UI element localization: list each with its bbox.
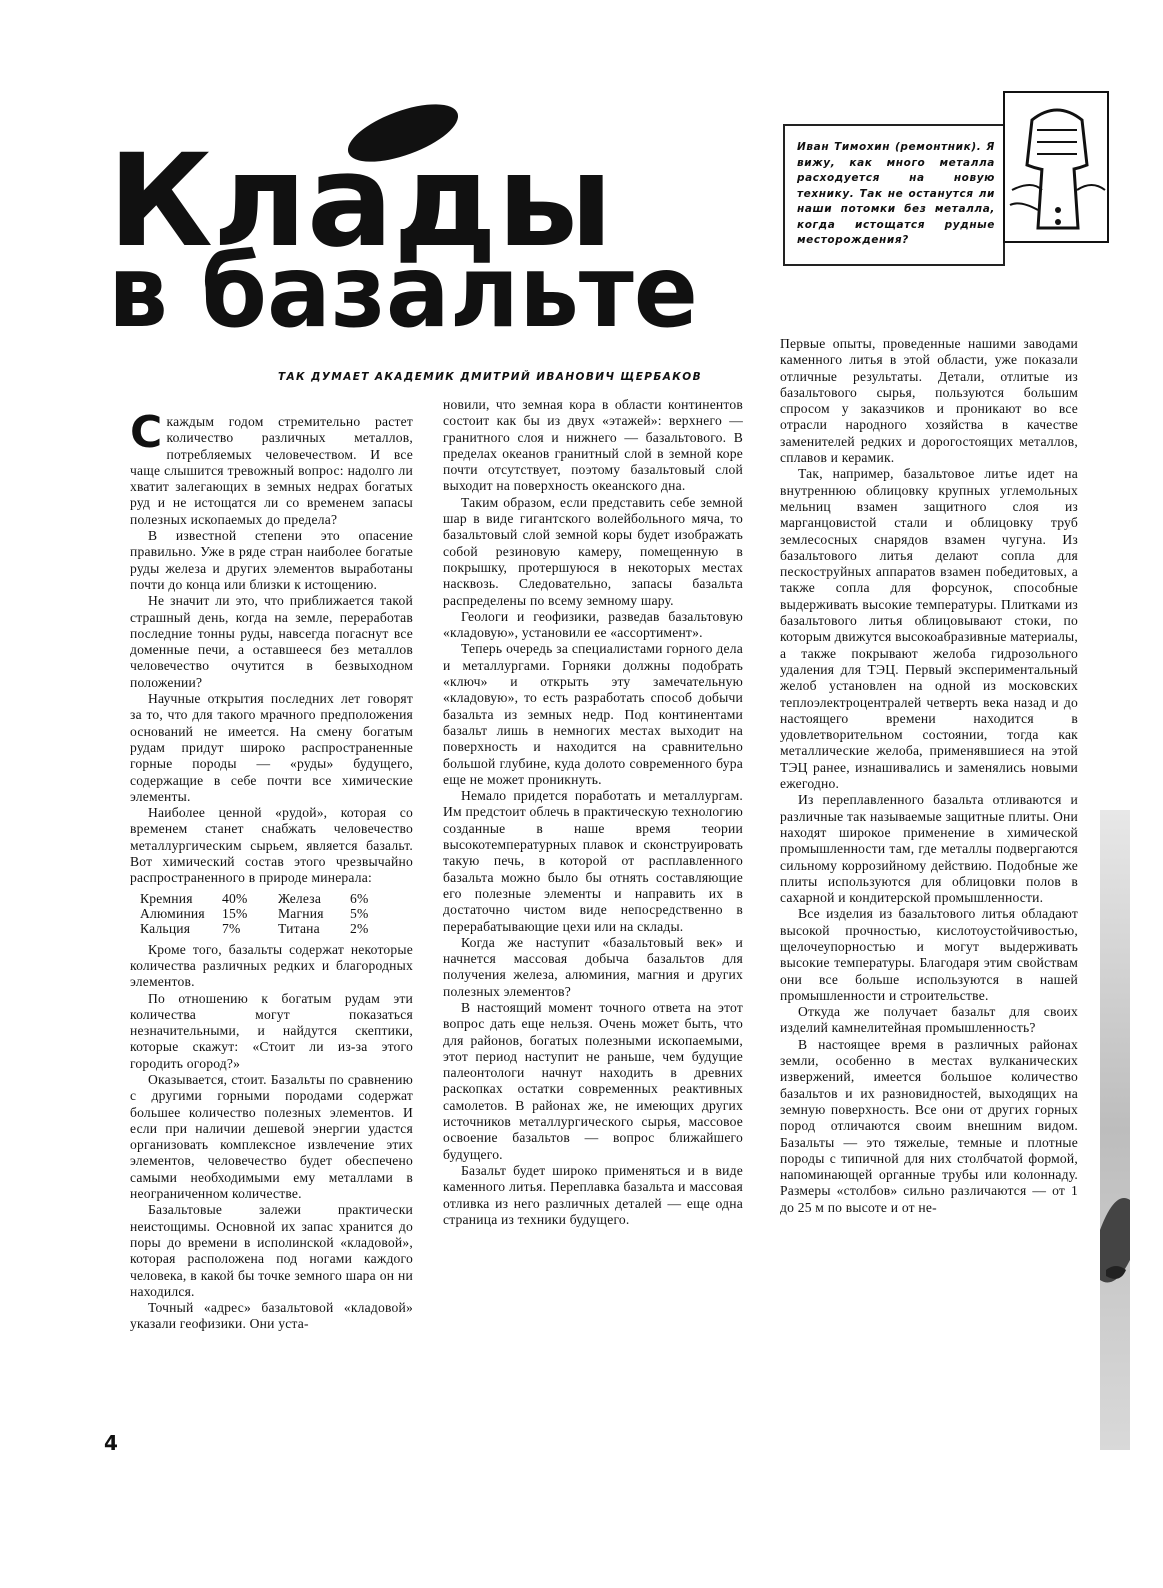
element-value: 40% bbox=[222, 890, 248, 906]
paragraph: Откуда же получает базальт для своих изделий камнелитейная промышленность? bbox=[780, 1004, 1078, 1036]
element-name: Магния bbox=[278, 905, 324, 921]
drop-cap: С bbox=[130, 407, 163, 458]
page-number: 4 bbox=[104, 1431, 118, 1455]
paragraph: Из переплавленного базальта отливаются и различные так называемые защитные плиты. Они находят широкое применение в химической промышленности там, где металлы подвергаются сильному коррозийному действию. Подобные же плиты используются для облицовки полов в сахарной и кондитерской промышленности. bbox=[780, 792, 1078, 906]
element-value: 5% bbox=[350, 905, 369, 921]
paragraph: Кроме того, базальты содержат некоторые количества различных редких и благородных элементов. bbox=[130, 941, 413, 990]
basalt-photo-strip bbox=[1070, 810, 1130, 1450]
element-name: Титана bbox=[278, 920, 320, 936]
title-line-2 bbox=[108, 238, 708, 338]
paragraph: Наиболее ценной «рудой», которая со временем станет снабжать человечество металлургическим сырьем, является базальт. Вот химический состав этого чрезвычайно распространенного в природе минерала: bbox=[130, 805, 413, 886]
paragraph bbox=[130, 407, 413, 528]
element-value: 6% bbox=[350, 890, 369, 906]
paragraph: В настоящее время в различных районах земли, особенно в местах вулканических извержений, имеется большое количество базальтов и их разновидностей, выходящих на земную поверхность. Все они от других горных пород отличаются своим внешним видом. Базальты — это тяжелые, темные и плотные породы с типичной для них столбчатой формой, напоминающей органные трубы или колоннаду. Размеры «столбов» сильно различаются — от 1 до 25 м по высоте и от не- bbox=[780, 1036, 1078, 1215]
paragraph: Все изделия из базальтового литья обладают высокой прочностью, кислотоустойчивостью, щелочеупорностью и могут выдерживать высокие температуры. Благодаря этим свойствам они все больше используются в нашей промышленности и строительстве. bbox=[780, 906, 1078, 1003]
element-name: Кальция bbox=[140, 920, 191, 936]
paragraph: Точный «адрес» базальтовой «кладовой» указали геофизики. Они уста- bbox=[130, 1300, 413, 1332]
element-name: Железа bbox=[278, 890, 322, 906]
paragraph: Когда же наступит «базальтовый век» и начнется массовая добыча базальтов для получения железа, алюминия, магния и других полезных элементов? bbox=[443, 934, 743, 999]
element-name: Алюминия bbox=[140, 905, 205, 921]
paragraph: В настоящий момент точного ответа на этот вопрос дать еще нельзя. Очень может быть, что для районов, богатых полезными ископаемыми, этот период наступит не раньше, чем будущие палеонтологи начнут находить в древних раскопках остатки современных реактивных самолетов. В районах же, не имеющих других источников металлургического сырья, массовое освоение базальтов — вопрос ближайшего будущего. bbox=[443, 999, 743, 1162]
element-value: 7% bbox=[222, 920, 241, 936]
composition-table bbox=[140, 891, 413, 936]
paragraph: Так, например, базальтовое литье идет на внутреннюю облицовку крупных углемольных мельниц взамен защитного слоя из марганцовистой стали и облицовку труб землесосных снарядов взамен чугуна. Из базальтового литья делают сопла для пескоструйных аппаратов взамен победитовых, а также сопла для форсунок, способные выдерживать высокие температуры. Плитками из базальтового литья облицовывают стоки, по которым движутся высокоабразивные материалы, а также покрывают желоба гидрозольного удаления для ТЭЦ. Первый экспериментальный желоб установлен на одной из московских теплоэлектроцентралей четверть века назад и до настоящего времени находится в удовлетворительном состоянии, тогда как металлические желоба, применявшиеся на этой ТЭЦ ранее, изнашивались и заменялись новыми ежегодно. bbox=[780, 466, 1078, 792]
paragraph: В известной степени это опасение правильно. Уже в ряде стран наиболее богатые руды железа и других элементов выработаны почти до конца или близки к истощению. bbox=[130, 528, 413, 592]
column-2 bbox=[443, 397, 743, 1228]
paragraph: новили, что земная кора в области континентов состоит как бы из двух «этажей»: верхнего — гранитного слоя и нижнего — базальтового. В пределах океанов гранитный слой в земной коре почти отсутствует, поэтому базальтовый слой выходит на поверхность океанского дна. bbox=[443, 397, 743, 494]
paragraph: Научные открытия последних лет говорят за то, что для такого мрачного предположения оснований не имеется. На смену богатым рудам придут широко распространенные горные породы — «руды» будущего, содержащие в себе почти все химические элементы. bbox=[130, 691, 413, 804]
worker-fist-illustration bbox=[1002, 90, 1112, 250]
quote-text: Иван Тимохин (ремонтник). Я вижу, как много металла расходуется на новую технику. Так не останутся ли наши потомки без металла, когда истощатся рудные месторождения? bbox=[797, 141, 995, 246]
paragraph: Базальт будет широко применяться и в виде каменного литья. Переплавка базальта и массовая отливка из него различных деталей — еще одна страница из техники будущего. bbox=[443, 1162, 743, 1227]
element-value: 15% bbox=[222, 905, 248, 921]
paragraph: Первые опыты, проведенные нашими заводами каменного литья в этой области, уже показали отличные результаты. Детали, отлитые из базальтового сырья, пользуются большим спросом у заказчиков и проникают во все отрасли народного хозяйства в качестве заменителей редких и дорогостоящих металлов, сплавов и керамик. bbox=[780, 336, 1078, 466]
paragraph: Теперь очередь за специалистами горного дела и металлургами. Горняки должны подобрать «ключ» и открыть эту замечательную «кладовую», то есть разработать способ добычи базальта из земных недр. Под континентами базальт лишь в немногих местах выходит на поверхность и находится на сравнительно большой глубине, куда долото современного бура еще не может проникнуть. bbox=[443, 641, 743, 787]
paragraph-text: каждым годом стремительно растет количество различных металлов, потребляемых человечеством. И все чаще слышится тревожный вопрос: надолго ли хватит залегающих в земных недрах богатых руд и не истощатся ли со временем запасы полезных ископаемых до предела? bbox=[130, 414, 413, 527]
element-name: Кремния bbox=[140, 890, 193, 906]
column-3 bbox=[780, 336, 1078, 1216]
paragraph: Не значит ли это, что приближается такой страшный день, когда на земле, переработав последние тонны руды, навсегда погаснут все доменные печи, а оставшееся без металлов человечество очутится в безвыходном положении? bbox=[130, 593, 413, 690]
quote-box bbox=[783, 124, 1005, 266]
paragraph: Базальтовые залежи практически неистощимы. Основной их запас хранится до поры до времени в исполинской «кладовой», которая расположена под ногами каждого человека, в какой бы точке земного шара он ни находился. bbox=[130, 1202, 413, 1299]
title-line-1-text: Клады bbox=[108, 127, 613, 265]
paragraph: Оказывается, стоит. Базальты по сравнению с другими горными породами содержат большее количество полезных элементов. И если при наличии дешевой энергии удастся организовать комплексное извлечение этих элементов, человечество будет обеспечено самыми необходимыми ему металлами в неограниченном количестве. bbox=[130, 1071, 413, 1202]
title-line-2-text: в базальте bbox=[108, 238, 698, 338]
column-1 bbox=[130, 407, 413, 1333]
paragraph: Немало придется поработать и металлургам. Им предстоит облечь в практическую технологию созданные в наше время теории высокотемпературных плавок и сконструировать такую печь, в которой от расплавленного базальта можно было бы отнять составляющие его полезные элементы и направить их в достаточно чистом виде непосредственно в перерабатывающие цехи или на склады. bbox=[443, 788, 743, 934]
byline: ТАК ДУМАЕТ АКАДЕМИК ДМИТРИЙ ИВАНОВИЧ ЩЕРБАКОВ bbox=[277, 371, 703, 383]
paragraph: По отношению к богатым рудам эти количества могут показаться незначительными, и найдутся скептики, которые скажут: «Стоит ли из-за этого городить огород?» bbox=[130, 990, 413, 1071]
element-value: 2% bbox=[350, 920, 369, 936]
paragraph: Таким образом, если представить себе земной шар в виде гигантского волейбольного мяча, то базальтовый слой земной коры будет изображать собой резиновую камеру, помещенную в покрышку, протершуюся в некоторых местах насквозь. Следовательно, запасы базальта распределены по всему земному шару. bbox=[443, 494, 743, 608]
paragraph: Геологи и геофизики, разведав базальтовую «кладовую», установили ее «ассортимент». bbox=[443, 608, 743, 641]
